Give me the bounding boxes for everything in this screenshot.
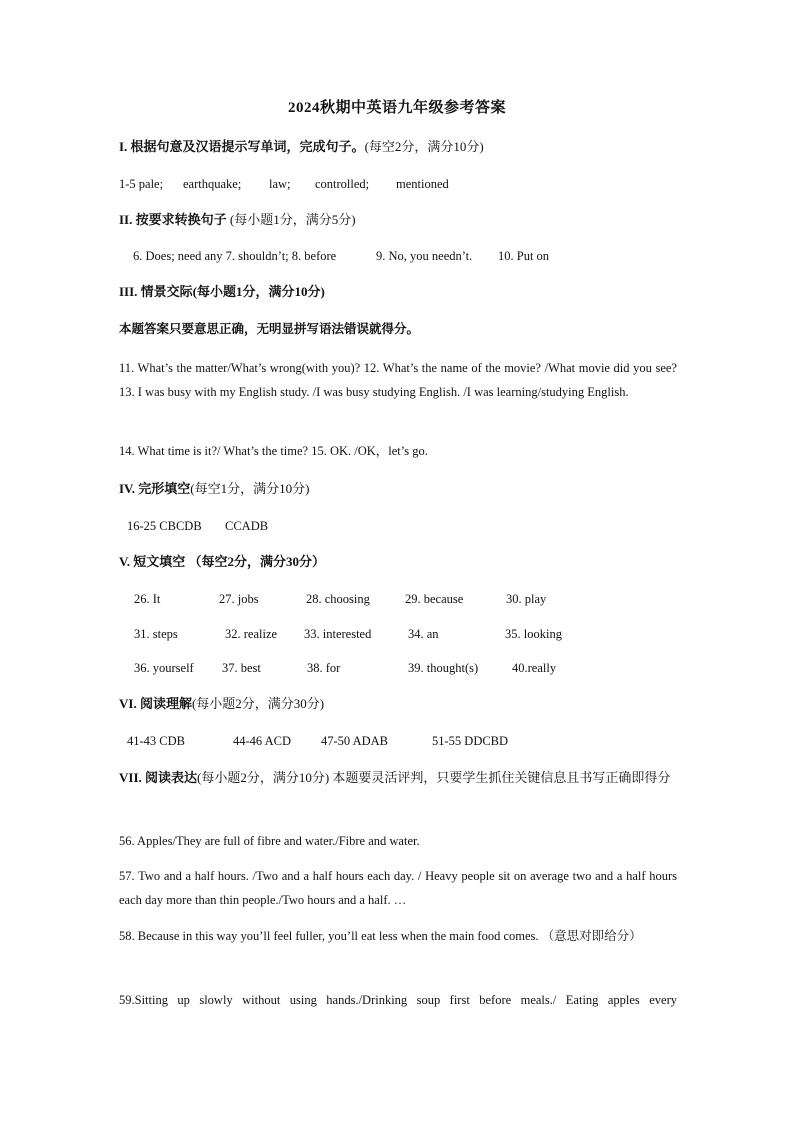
blank-answer: 26. It [134,592,161,606]
section-1-answer: mentioned [396,177,449,191]
section-1-heading-title: I. 根据句意及汉语提示写单词，完成句子。 [119,139,365,154]
blank-answer: 38. for [307,661,341,675]
section-6-answer: 51-55 DDCBD [432,734,509,748]
section-2-answer: 9. No, you needn’t. [376,249,473,263]
section-1-heading-points: (每空2分，满分10分) [364,139,484,154]
section-4-answer: 16-25 CBCDB [127,519,202,533]
section-3-heading [119,280,679,304]
section-3-answers-11-13: 11. What’s the matter/What’s wrong(with you)? 12. What’s the name of the movie? /What movie did you see? 13. I was busy with my English study. /I was busy studying English. /I was learning/studying English. [119,361,677,399]
section-4-heading [119,477,679,501]
section-6-heading-title: VI. 阅读理解 [119,696,192,711]
answer-58: 58. Because in this way you’ll feel fuller, you’ll eat less when the main food comes. （意思对即给分） [119,929,642,943]
section-6-answer: 41-43 CDB [127,734,185,748]
section-1-answer: law; [269,177,291,191]
section-5-heading [119,550,679,574]
blank-answer: 35. looking [505,627,562,641]
section-6-heading-points: (每小题2分，满分30分) [191,696,325,711]
section-1-heading [119,135,679,159]
section-4-heading-points: (每空1分，满分10分) [190,481,310,496]
answer-56: 56. Apples/They are full of fibre and water./Fibre and water. [119,834,420,848]
section-6-answer: 44-46 ACD [233,734,291,748]
page-title: 2024秋期中英语九年级参考答案 [287,100,506,116]
section-7-heading-title: VII. 阅读表达 [119,770,198,785]
blank-answer: 34. an [408,627,439,641]
section-6-answer: 47-50 ADAB [321,734,389,748]
section-3-note: 本题答案只要意思正确，无明显拼写语法错误就得分。 [119,322,420,336]
section-1-answer: 1-5 pale; [119,177,164,191]
section-2-heading [119,208,679,232]
blank-answer: 36. yourself [134,661,194,675]
blank-answer: 28. choosing [306,592,370,606]
section-3-heading-title: III. 情景交际(每小题1分，满分10分) [119,284,325,299]
section-4-answer: CCADB [225,519,269,533]
section-7-heading [119,766,677,790]
answer-57: 57. Two and a half hours. /Two and a half hours each day. / Heavy people sit on average two and a half hours each day more than thin people./Two hours and a half. … [119,869,677,907]
section-3-answers-14-15: 14. What time is it?/ What’s the time? 15. OK. /OK，let’s go. [119,444,428,458]
blank-answer: 27. jobs [219,592,259,606]
section-5-heading-title: V. 短文填空 （每空2分，满分30分） [119,554,325,569]
blank-answer: 29. because [405,592,464,606]
blank-answer: 30. play [506,592,547,606]
section-2-answer: 10. Put on [498,249,550,263]
section-2-answer: 6. Does; need any 7. shouldn’t; 8. before [133,249,337,263]
section-2-heading-title: II. 按要求转换句子 [119,212,227,227]
blank-answer: 40.really [512,661,557,675]
blank-answer: 33. interested [304,627,372,641]
blank-answer: 39. thought(s) [408,661,479,675]
section-6-heading [119,692,679,716]
section-7-heading-points: (每小题2分，满分10分) 本题要灵活评判，只要学生抓住关键信息且书写正确即得分 [197,770,671,785]
blank-answer: 32. realize [225,627,278,641]
blank-answer: 31. steps [134,627,178,641]
section-4-heading-title: IV. 完形填空 [119,481,191,496]
section-2-heading-points: (每小题1分，满分5分) [226,212,356,227]
answer-59: 59.Sitting up slowly without using hands./Drinking soup first before meals./ Eating apples every [119,993,677,1007]
section-1-answer: earthquake; [183,177,242,191]
section-1-answer: controlled; [315,177,370,191]
blank-answer: 37. best [222,661,261,675]
